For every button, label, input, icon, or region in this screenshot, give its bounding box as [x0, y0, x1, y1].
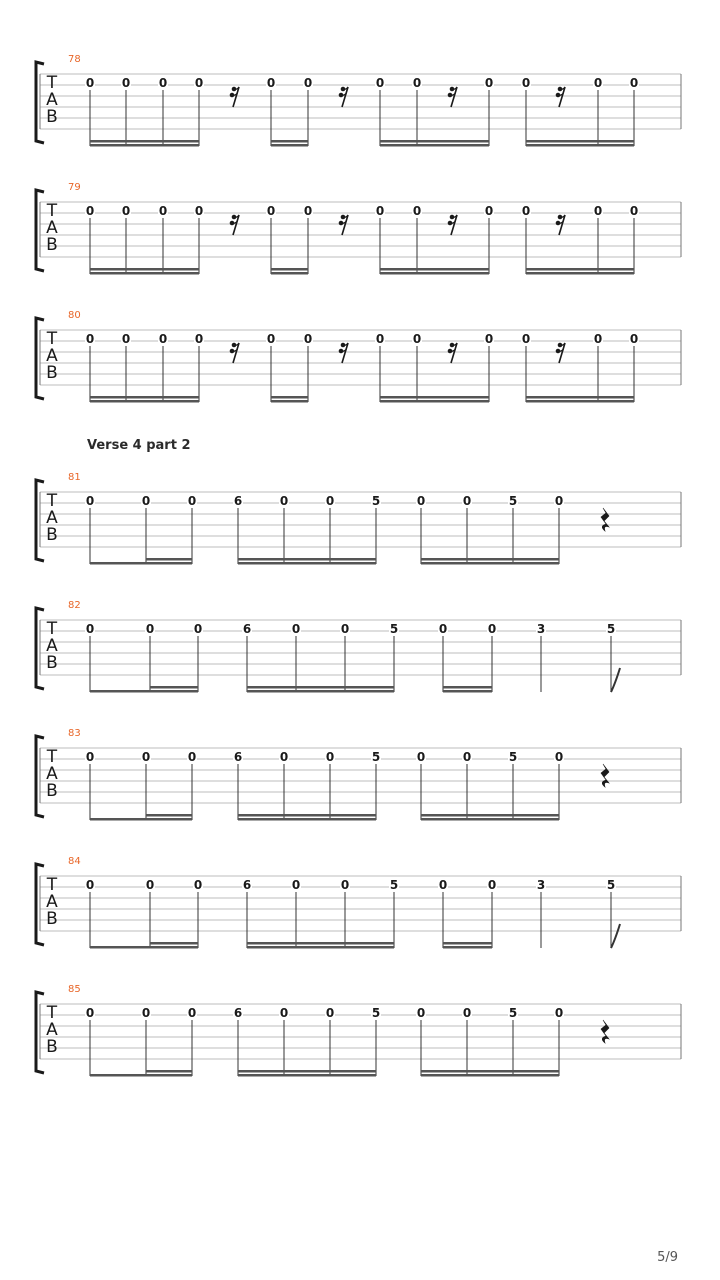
beam-secondary	[380, 268, 489, 271]
fret-number: 0	[521, 76, 531, 90]
fret-number: 0	[412, 204, 422, 218]
fret-number: 0	[266, 204, 276, 218]
fret-number: 0	[141, 494, 151, 508]
tab-staff	[0, 596, 720, 706]
tab-clef-letter: A	[46, 346, 58, 366]
fret-number: 0	[85, 76, 95, 90]
fret-number: 0	[266, 76, 276, 90]
beam-primary	[90, 400, 199, 403]
beam-primary	[421, 1074, 559, 1077]
beam-secondary	[526, 140, 634, 143]
tab-system-81	[0, 468, 720, 568]
fret-number: 0	[593, 76, 603, 90]
fret-number: 0	[521, 332, 531, 346]
fret-number: 0	[85, 878, 95, 892]
quarter-rest	[601, 508, 609, 531]
fret-number: 0	[325, 1006, 335, 1020]
fret-number: 0	[303, 332, 313, 346]
fret-number: 0	[554, 494, 564, 508]
beam-primary	[90, 562, 192, 565]
fret-number: 0	[194, 76, 204, 90]
fret-number: 0	[375, 204, 385, 218]
fret-number: 0	[629, 76, 639, 90]
fret-number: 6	[242, 878, 252, 892]
tab-clef-letter: A	[46, 636, 58, 656]
tab-staff	[0, 50, 720, 160]
beam-secondary	[380, 396, 489, 399]
fret-number: 5	[508, 494, 518, 508]
beam-secondary	[271, 268, 308, 271]
beam-primary	[90, 818, 192, 821]
sixteenth-rest	[339, 215, 348, 235]
beam-primary	[247, 690, 394, 693]
tab-clef-letter: B	[46, 363, 58, 383]
note-flag	[611, 668, 620, 692]
fret-number: 0	[85, 750, 95, 764]
sixteenth-rest	[556, 87, 565, 107]
fret-number: 0	[325, 494, 335, 508]
fret-number: 0	[158, 204, 168, 218]
fret-number: 0	[279, 1006, 289, 1020]
fret-number: 0	[629, 204, 639, 218]
fret-number: 5	[508, 750, 518, 764]
beam-secondary	[443, 942, 492, 945]
fret-number: 0	[279, 750, 289, 764]
tab-clef-letter: B	[46, 525, 58, 545]
tab-staff	[0, 980, 720, 1090]
fret-number: 0	[487, 878, 497, 892]
tab-clef-letter: A	[46, 764, 58, 784]
beam-primary	[238, 1074, 376, 1077]
fret-number: 3	[536, 878, 546, 892]
beam-secondary	[526, 396, 634, 399]
fret-number: 0	[375, 332, 385, 346]
fret-number: 0	[593, 204, 603, 218]
tab-clef-letter: T	[46, 747, 58, 767]
fret-number: 0	[193, 878, 203, 892]
beam-primary	[443, 946, 492, 949]
tab-clef-letter: T	[46, 73, 58, 93]
beam-secondary	[146, 814, 192, 817]
beam-primary	[90, 144, 199, 147]
tab-clef-letter: T	[46, 619, 58, 639]
fret-number: 0	[438, 622, 448, 636]
sixteenth-rest	[339, 87, 348, 107]
fret-number: 5	[389, 622, 399, 636]
page-number: 5/9	[657, 1250, 678, 1265]
beam-primary	[90, 1074, 192, 1077]
sixteenth-rest	[556, 215, 565, 235]
beam-secondary	[271, 396, 308, 399]
tab-clef-letter: T	[46, 491, 58, 511]
beam-secondary	[238, 1070, 376, 1073]
beam-secondary	[146, 1070, 192, 1073]
fret-number: 0	[194, 204, 204, 218]
beam-primary	[90, 946, 198, 949]
fret-number: 0	[412, 332, 422, 346]
fret-number: 0	[145, 622, 155, 636]
measure-number: 81	[68, 472, 81, 483]
sixteenth-rest	[448, 215, 457, 235]
beam-secondary	[238, 814, 376, 817]
fret-number: 0	[375, 76, 385, 90]
fret-number: 0	[340, 878, 350, 892]
fret-number: 0	[141, 1006, 151, 1020]
fret-number: 5	[606, 622, 616, 636]
beam-secondary	[247, 942, 394, 945]
fret-number: 0	[303, 76, 313, 90]
tab-staff	[0, 306, 720, 416]
fret-number: 3	[536, 622, 546, 636]
fret-number: 5	[371, 494, 381, 508]
tab-clef-letter: A	[46, 1020, 58, 1040]
tab-clef-letter: T	[46, 1003, 58, 1023]
tab-clef-letter: B	[46, 1037, 58, 1057]
beam-secondary	[90, 396, 199, 399]
beam-primary	[421, 562, 559, 565]
tab-system-84	[0, 852, 720, 952]
beam-secondary	[421, 1070, 559, 1073]
beam-primary	[526, 272, 634, 275]
fret-number: 0	[145, 878, 155, 892]
beam-primary	[421, 818, 559, 821]
measure-number: 84	[68, 856, 81, 867]
fret-number: 0	[303, 204, 313, 218]
fret-number: 0	[593, 332, 603, 346]
fret-number: 0	[85, 622, 95, 636]
beam-secondary	[443, 686, 492, 689]
sixteenth-rest	[230, 343, 239, 363]
sixteenth-rest	[230, 215, 239, 235]
beam-secondary	[421, 814, 559, 817]
beam-primary	[271, 272, 308, 275]
beam-primary	[443, 690, 492, 693]
fret-number: 6	[233, 1006, 243, 1020]
tab-clef-letter: B	[46, 653, 58, 673]
tab-system-82	[0, 596, 720, 696]
tab-clef-letter: A	[46, 892, 58, 912]
tab-staff	[0, 852, 720, 962]
fret-number: 0	[85, 204, 95, 218]
fret-number: 0	[291, 878, 301, 892]
fret-number: 0	[340, 622, 350, 636]
tab-system-78	[0, 50, 720, 150]
measure-number: 78	[68, 54, 81, 65]
tab-clef-letter: T	[46, 329, 58, 349]
fret-number: 0	[412, 76, 422, 90]
measure-number: 79	[68, 182, 81, 193]
fret-number: 0	[194, 332, 204, 346]
tab-clef-letter: A	[46, 508, 58, 528]
tab-clef-letter: T	[46, 875, 58, 895]
measure-number: 83	[68, 728, 81, 739]
tab-system-79	[0, 178, 720, 278]
beam-secondary	[526, 268, 634, 271]
tab-staff	[0, 724, 720, 834]
sixteenth-rest	[230, 87, 239, 107]
fret-number: 0	[121, 332, 131, 346]
fret-number: 0	[121, 204, 131, 218]
fret-number: 0	[325, 750, 335, 764]
beam-primary	[238, 562, 376, 565]
fret-number: 0	[141, 750, 151, 764]
note-flag	[611, 924, 620, 948]
fret-number: 0	[462, 750, 472, 764]
fret-number: 0	[438, 878, 448, 892]
sixteenth-rest	[339, 343, 348, 363]
fret-number: 0	[462, 1006, 472, 1020]
tab-clef-letter: B	[46, 781, 58, 801]
tab-staff	[0, 468, 720, 578]
fret-number: 6	[233, 750, 243, 764]
fret-number: 0	[158, 76, 168, 90]
measure-number: 80	[68, 310, 81, 321]
fret-number: 0	[187, 1006, 197, 1020]
tab-clef-letter: A	[46, 90, 58, 110]
fret-number: 6	[233, 494, 243, 508]
quarter-rest	[601, 764, 609, 787]
fret-number: 0	[484, 204, 494, 218]
beam-primary	[238, 818, 376, 821]
beam-primary	[526, 400, 634, 403]
fret-number: 5	[508, 1006, 518, 1020]
tab-system-83	[0, 724, 720, 824]
beam-secondary	[150, 686, 198, 689]
fret-number: 0	[484, 76, 494, 90]
fret-number: 5	[389, 878, 399, 892]
beam-secondary	[238, 558, 376, 561]
fret-number: 0	[462, 494, 472, 508]
tab-staff	[0, 178, 720, 288]
beam-secondary	[247, 686, 394, 689]
tab-clef-letter: B	[46, 107, 58, 127]
tab-system-85	[0, 980, 720, 1080]
fret-number: 6	[242, 622, 252, 636]
section-heading: Verse 4 part 2	[87, 438, 191, 453]
tab-clef-letter: B	[46, 909, 58, 929]
fret-number: 0	[554, 750, 564, 764]
fret-number: 0	[629, 332, 639, 346]
fret-number: 0	[554, 1006, 564, 1020]
fret-number: 0	[521, 204, 531, 218]
beam-secondary	[421, 558, 559, 561]
beam-primary	[247, 946, 394, 949]
fret-number: 5	[606, 878, 616, 892]
tab-system-80	[0, 306, 720, 406]
beam-secondary	[380, 140, 489, 143]
beam-secondary	[150, 942, 198, 945]
fret-number: 0	[85, 332, 95, 346]
beam-primary	[271, 144, 308, 147]
sixteenth-rest	[556, 343, 565, 363]
beam-primary	[526, 144, 634, 147]
fret-number: 0	[487, 622, 497, 636]
beam-secondary	[90, 140, 199, 143]
sixteenth-rest	[448, 343, 457, 363]
tab-clef-letter: B	[46, 235, 58, 255]
fret-number: 5	[371, 1006, 381, 1020]
tab-clef-letter: A	[46, 218, 58, 238]
fret-number: 0	[416, 750, 426, 764]
beam-primary	[271, 400, 308, 403]
beam-primary	[90, 272, 199, 275]
beam-primary	[380, 272, 489, 275]
fret-number: 0	[187, 494, 197, 508]
tab-clef-letter: T	[46, 201, 58, 221]
beam-primary	[380, 144, 489, 147]
fret-number: 0	[266, 332, 276, 346]
sixteenth-rest	[448, 87, 457, 107]
fret-number: 0	[85, 494, 95, 508]
fret-number: 5	[371, 750, 381, 764]
measure-number: 85	[68, 984, 81, 995]
fret-number: 0	[416, 494, 426, 508]
beam-secondary	[146, 558, 192, 561]
fret-number: 0	[85, 1006, 95, 1020]
quarter-rest	[601, 1020, 609, 1043]
measure-number: 82	[68, 600, 81, 611]
fret-number: 0	[291, 622, 301, 636]
beam-primary	[90, 690, 198, 693]
fret-number: 0	[416, 1006, 426, 1020]
fret-number: 0	[121, 76, 131, 90]
fret-number: 0	[193, 622, 203, 636]
fret-number: 0	[187, 750, 197, 764]
beam-secondary	[271, 140, 308, 143]
fret-number: 0	[279, 494, 289, 508]
fret-number: 0	[158, 332, 168, 346]
beam-primary	[380, 400, 489, 403]
fret-number: 0	[484, 332, 494, 346]
beam-secondary	[90, 268, 199, 271]
